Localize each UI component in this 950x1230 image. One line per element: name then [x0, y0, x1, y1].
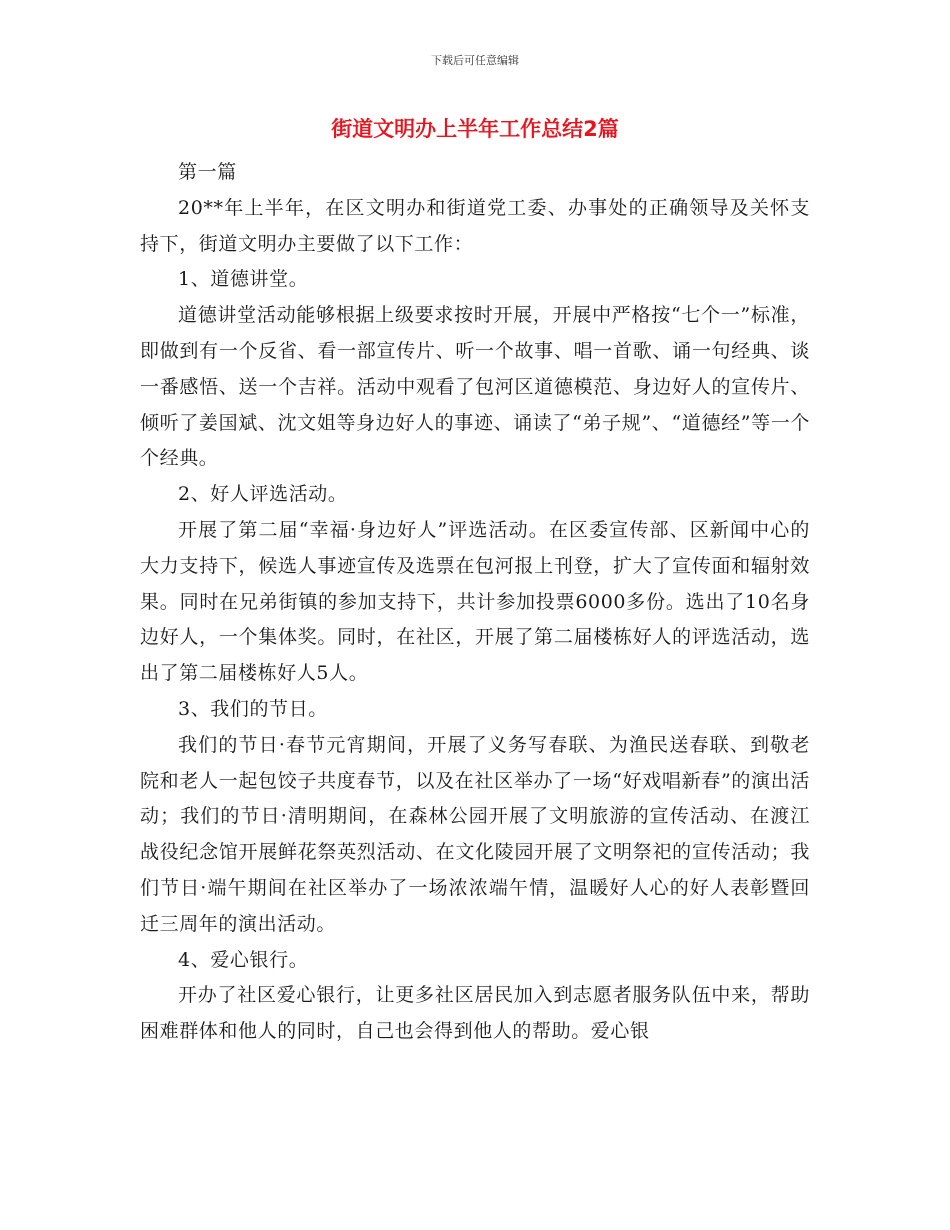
item-heading: 1、道德讲堂。 [178, 268, 309, 291]
section-heading: 第一篇 [178, 161, 237, 183]
body-paragraph: 开展了第二届“幸福·身边好人”评选活动。在区委宣传部、区新闻中心的大力支持下，候选人事迹宣传及选票在包河报上刊登，扩大了宣传面和辐射效果。同时在兄弟街镇的参加支持下，共计参加投票6000多份。选出了10名身边好人，一个集体奖。同时，在社区，开展了第二届楼栋好人的评选活动，选出了第二届楼栋好人5人。 [140, 518, 810, 685]
document-title: 街道文明办上半年工作总结2篇 [331, 117, 619, 141]
item-heading: 4、爱心银行。 [178, 948, 309, 971]
item-heading: 3、我们的节日。 [178, 697, 328, 720]
body-paragraph: 我们的节日·春节元宵期间，开展了义务写春联、为渔民送春联、到敬老院和老人一起包饺子共度春节，以及在社区举办了一场“好戏唱新春”的演出活动；我们的节日·清明期间，在森林公园开展了文明旅游的宣传活动、在渡江战役纪念馆开展鲜花祭英烈活动、在文化陵园开展了文明祭祀的宣传活动；我们节日·端午期间在社区举办了一场浓浓端午情，温暖好人心的好人表彰暨回迁三周年的演出活动。 [140, 733, 810, 935]
document-body [140, 155, 810, 1050]
body-paragraph: 开办了社区爱心银行，让更多社区居民加入到志愿者服务队伍中来，帮助困难群体和他人的同时，自己也会得到他人的帮助。爱心银 [140, 984, 810, 1043]
header-note: 下载后可任意编辑 [431, 54, 519, 67]
body-paragraph: 20**年上半年，在区文明办和街道党工委、办事处的正确领导及关怀支持下，街道文明办主要做了以下工作： [140, 196, 810, 255]
body-paragraph: 道德讲堂活动能够根据上级要求按时开展，开展中严格按“七个一”标准，即做到有一个反省、看一部宣传片、听一个故事、唱一首歌、诵一句经典、谈一番感悟、送一个吉祥。活动中观看了包河区道德模范、身边好人的宣传片、倾听了姜国斌、沈文姐等身边好人的事迹、诵读了“弟子规”、“道德经”等一个个经典。 [140, 304, 810, 470]
item-heading: 2、好人评选活动。 [178, 483, 348, 506]
